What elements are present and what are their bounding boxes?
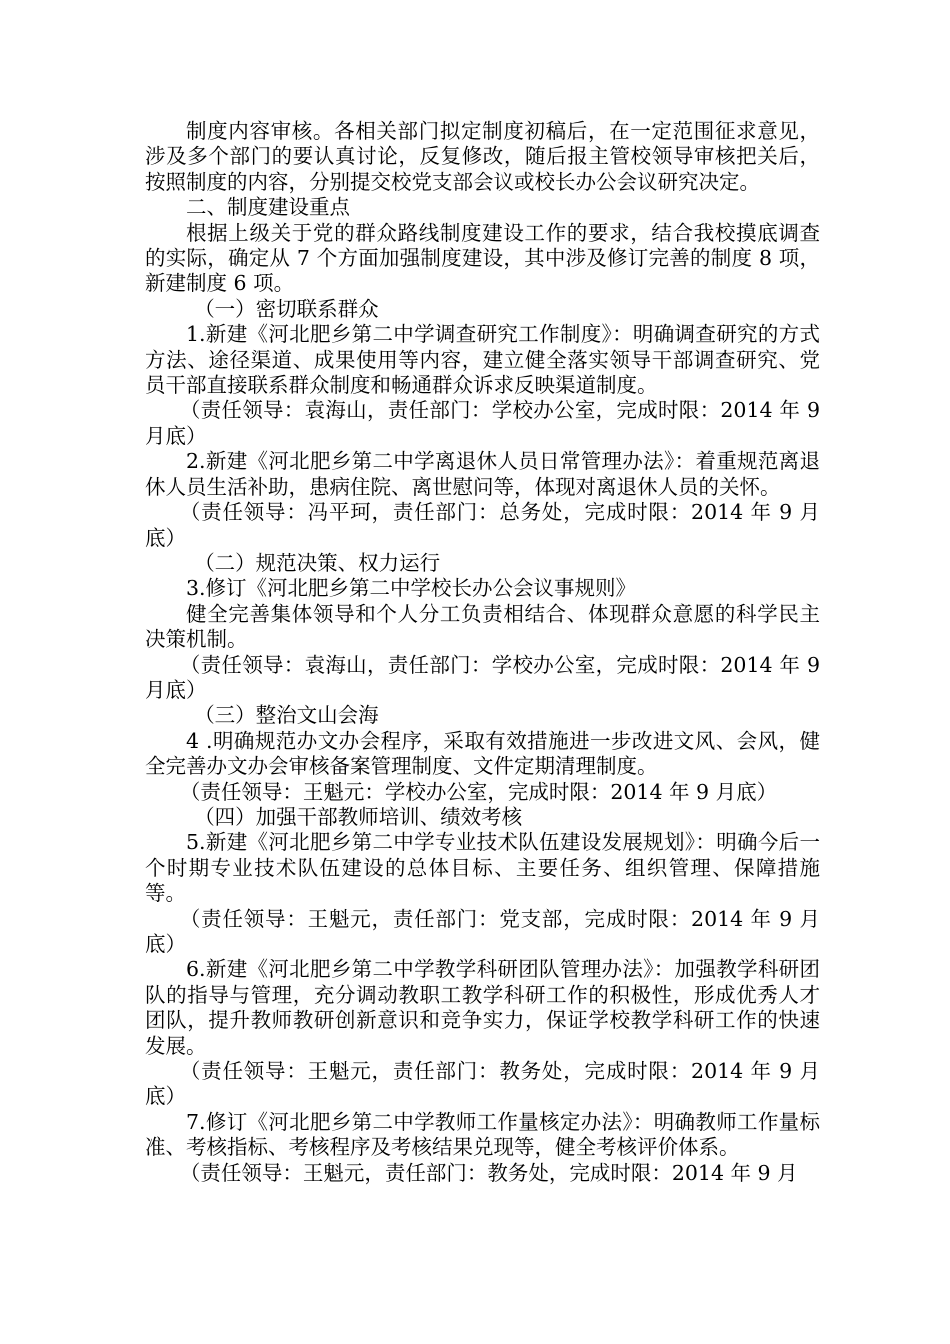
section-heading-key-points: 二、制度建设重点 xyxy=(186,195,350,220)
item-7-responsibility: （责任领导：王魁元，责任部门：教务处，完成时限：2014 年 9 月 xyxy=(179,1160,798,1185)
item-6: 6.新建《河北肥乡第二中学教学科研团队管理办法》：加强教学科研团队的指导与管理，充分调动教职工教学科研工作的积极性，形成优秀人才团队，提升教师教研创新意识和竞争实力，保证学校教学科研工作的快速发展。 xyxy=(145,957,820,1058)
item-3-description: 健全完善集体领导和个人分工负责相结合、体现群众意愿的科学民主决策机制。 xyxy=(145,601,820,652)
subheading-4: （四）加强干部教师培训、绩效考核 xyxy=(194,804,523,829)
subheading-3: （三）整治文山会海 xyxy=(194,703,379,728)
item-4: 4 .明确规范办文办会程序，采取有效措施进一步改进文风、会风，健全完善办文办会审核备案管理制度、文件定期清理制度。 xyxy=(145,728,820,779)
subheading-1: （一）密切联系群众 xyxy=(194,296,379,321)
paragraph-review-process: 制度内容审核。各相关部门拟定制度初稿后，在一定范围征求意见，涉及多个部门的要认真讨论，反复修改，随后报主管校领导审核把关后，按照制度的内容，分别提交校党支部会议或校长办公会议研究决定。 xyxy=(145,119,820,194)
item-2-responsibility: （责任领导：冯平珂，责任部门：总务处，完成时限：2014 年 9 月底） xyxy=(145,500,820,550)
item-5-responsibility: （责任领导：王魁元，责任部门：党支部，完成时限：2014 年 9 月底） xyxy=(145,906,820,956)
item-2: 2.新建《河北肥乡第二中学离退休人员日常管理办法》：着重规范离退休人员生活补助，患病住院、离世慰问等，体现对离退休人员的关怀。 xyxy=(145,449,820,499)
item-1-responsibility: （责任领导：袁海山，责任部门：学校办公室，完成时限：2014 年 9 月底） xyxy=(145,398,820,448)
document-page xyxy=(145,119,820,1186)
subheading-2: （二）规范决策、权力运行 xyxy=(194,550,441,575)
item-3: 3.修订《河北肥乡第二中学校长办公会议事规则》 xyxy=(186,576,637,601)
item-5: 5.新建《河北肥乡第二中学专业技术队伍建设发展规划》：明确今后一个时期专业技术队伍建设的总体目标、主要任务、组织管理、保障措施等。 xyxy=(145,830,820,906)
item-6-responsibility: （责任领导：王魁元，责任部门：教务处，完成时限：2014 年 9 月底） xyxy=(145,1059,820,1109)
paragraph-overview: 根据上级关于党的群众路线制度建设工作的要求，结合我校摸底调查的实际，确定从 7 个方面加强制度建设，其中涉及修订完善的制度 8 项，新建制度 6 项。 xyxy=(145,220,820,296)
item-4-responsibility: （责任领导：王魁元：学校办公室，完成时限：2014 年 9 月底） xyxy=(179,779,778,804)
item-3-responsibility: （责任领导：袁海山，责任部门：学校办公室，完成时限：2014 年 9 月底） xyxy=(145,652,820,702)
item-7: 7.修订《河北肥乡第二中学教师工作量核定办法》：明确教师工作量标准、考核指标、考核程序及考核结果兑现等，健全考核评价体系。 xyxy=(145,1109,820,1160)
item-1: 1.新建《河北肥乡第二中学调查研究工作制度》：明确调查研究的方式方法、途径渠道、成果使用等内容，建立健全落实领导干部调查研究、党员干部直接联系群众制度和畅通群众诉求反映渠道制度。 xyxy=(145,322,820,398)
